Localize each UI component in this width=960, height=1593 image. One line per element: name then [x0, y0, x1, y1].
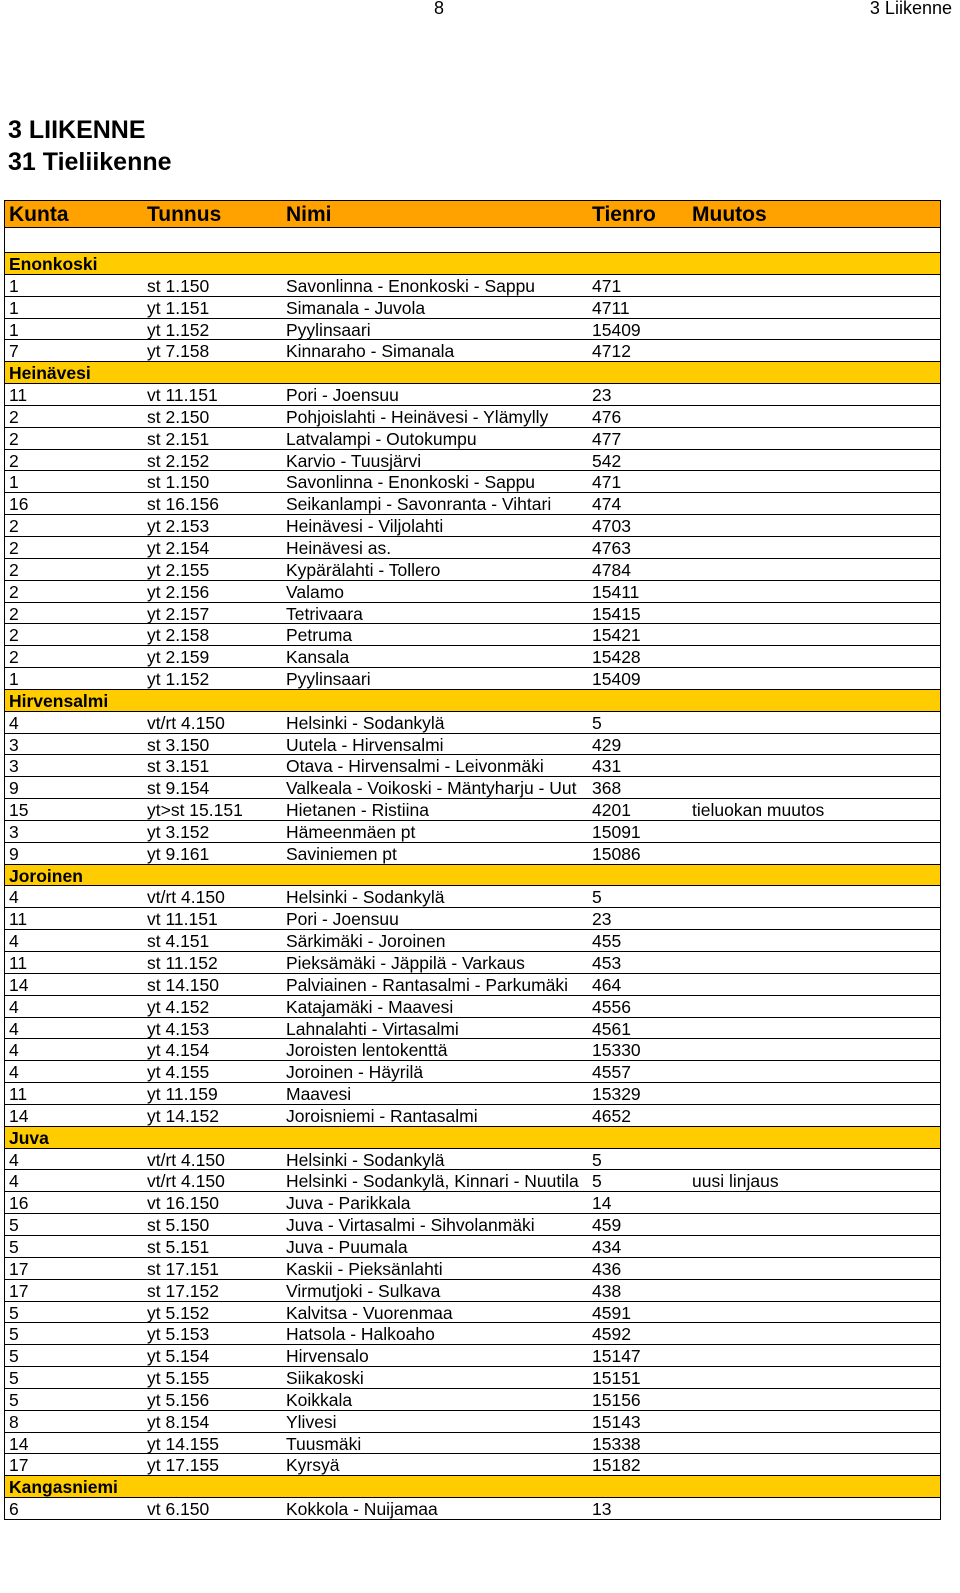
nimi-cell: Kokkola - Nuijamaa: [286, 1499, 438, 1520]
nimi-cell: Joroisten lentokenttä: [286, 1040, 448, 1061]
table-row: [5, 406, 940, 428]
tunnus-cell: yt 14.155: [147, 1433, 219, 1454]
nimi-cell: Joroisniemi - Rantasalmi: [286, 1105, 478, 1126]
table-row: [5, 712, 940, 734]
tunnus-cell: st 4.151: [147, 931, 210, 952]
municipality-name: Joroinen: [9, 865, 83, 886]
nimi-cell: Savonlinna - Enonkoski - Sappu: [286, 472, 536, 493]
kunta-cell: 5: [9, 1324, 19, 1345]
table-row: [5, 734, 940, 756]
nimi-cell: Helsinki - Sodankylä, Kinnari - Nuutila: [286, 1171, 579, 1192]
nimi-cell: Heinävesi - Viljolahti: [286, 516, 444, 537]
tienro-cell: 15182: [592, 1455, 641, 1476]
nimi-cell: Tetrivaara: [286, 603, 363, 624]
table-row: [5, 624, 940, 646]
nimi-cell: Virmutjoki - Sulkava: [286, 1280, 441, 1301]
kunta-cell: 3: [9, 821, 19, 842]
table-row: [5, 297, 940, 319]
tunnus-cell: st 5.151: [147, 1236, 210, 1257]
nimi-cell: Hietanen - Ristiina: [286, 800, 429, 821]
table-row: [5, 1105, 940, 1127]
kunta-cell: 2: [9, 625, 19, 646]
nimi-cell: Latvalampi - Outokumpu: [286, 428, 477, 449]
tienro-cell: 459: [592, 1215, 622, 1236]
column-header-muutos: Muutos: [692, 203, 767, 226]
nimi-cell: Pyylinsaari: [286, 319, 371, 340]
tunnus-cell: yt 2.154: [147, 537, 210, 558]
tienro-cell: 455: [592, 931, 622, 952]
kunta-cell: 17: [9, 1455, 29, 1476]
table-row: [5, 450, 940, 472]
tunnus-cell: st 2.152: [147, 450, 210, 471]
tienro-cell: 15411: [592, 581, 640, 602]
running-header: 3 Liikenne: [869, 0, 952, 18]
tienro-cell: 15329: [592, 1084, 641, 1105]
tunnus-cell: vt 11.151: [147, 385, 218, 406]
table-row: [5, 646, 940, 668]
kunta-cell: 1: [9, 297, 19, 318]
kunta-cell: 8: [9, 1411, 19, 1432]
kunta-cell: 2: [9, 603, 19, 624]
tienro-cell: 5: [592, 712, 602, 733]
kunta-cell: 17: [9, 1280, 29, 1301]
table-row: [5, 974, 940, 996]
kunta-cell: 9: [9, 843, 19, 864]
table-row: [5, 668, 940, 690]
kunta-cell: 7: [9, 341, 19, 362]
municipality-section-row: [5, 865, 940, 887]
tunnus-cell: st 3.150: [147, 734, 210, 755]
nimi-cell: Helsinki - Sodankylä: [286, 712, 445, 733]
tienro-cell: 23: [592, 909, 612, 930]
tienro-cell: 15421: [592, 625, 641, 646]
tienro-cell: 5: [592, 1149, 602, 1170]
tunnus-cell: yt>st 15.151: [147, 800, 243, 821]
tienro-cell: 15151: [592, 1368, 641, 1389]
tienro-cell: 13: [592, 1499, 612, 1520]
tunnus-cell: st 2.150: [147, 406, 210, 427]
tunnus-cell: yt 2.156: [147, 581, 210, 602]
road-table: [4, 200, 941, 1520]
kunta-cell: 1: [9, 319, 19, 340]
kunta-cell: 11: [9, 1084, 28, 1105]
tunnus-cell: yt 5.156: [147, 1389, 210, 1410]
table-row: [5, 1454, 940, 1476]
tienro-cell: 368: [592, 778, 622, 799]
table-row: [5, 603, 940, 625]
kunta-cell: 4: [9, 887, 19, 908]
kunta-cell: 5: [9, 1215, 19, 1236]
table-row: [5, 1018, 940, 1040]
tunnus-cell: yt 3.152: [147, 821, 210, 842]
tunnus-cell: st 11.152: [147, 953, 218, 973]
table-row: [5, 821, 940, 843]
nimi-cell: Otava - Hirvensalmi - Leivonmäki: [286, 756, 544, 777]
municipality-name: Juva: [9, 1127, 49, 1148]
tienro-cell: 4557: [592, 1062, 631, 1083]
tienro-cell: 4591: [592, 1302, 631, 1323]
tienro-cell: 474: [592, 494, 622, 515]
table-row: [5, 1280, 940, 1302]
tienro-cell: 453: [592, 953, 622, 973]
column-header-kunta: Kunta: [9, 203, 69, 226]
table-row: [5, 428, 940, 450]
kunta-cell: 2: [9, 406, 19, 427]
page-number: 8: [434, 0, 445, 18]
table-row: [5, 1258, 940, 1280]
nimi-cell: Hirvensalo: [286, 1346, 369, 1367]
nimi-cell: Koikkala: [286, 1389, 353, 1410]
kunta-cell: 2: [9, 450, 19, 471]
kunta-cell: 4: [9, 712, 19, 733]
nimi-cell: Kansala: [286, 647, 350, 668]
municipality-section-row: [5, 690, 940, 712]
tienro-cell: 15330: [592, 1040, 641, 1061]
tunnus-cell: yt 4.152: [147, 996, 210, 1017]
kunta-cell: 16: [9, 494, 29, 515]
nimi-cell: Pieksämäki - Jäppilä - Varkaus: [286, 953, 525, 973]
table-row: [5, 1411, 940, 1433]
tunnus-cell: st 16.156: [147, 494, 219, 515]
tunnus-cell: yt 5.154: [147, 1346, 210, 1367]
tunnus-cell: vt/rt 4.150: [147, 1171, 225, 1192]
tunnus-cell: yt 2.157: [147, 603, 210, 624]
tienro-cell: 436: [592, 1258, 622, 1279]
tienro-cell: 4592: [592, 1324, 631, 1345]
tienro-cell: 431: [592, 756, 622, 777]
municipality-section-row: [5, 1127, 940, 1149]
tunnus-cell: vt 11.151: [147, 909, 218, 930]
tienro-cell: 429: [592, 734, 622, 755]
kunta-cell: 1: [9, 669, 19, 690]
tienro-cell: 15409: [592, 319, 641, 340]
nimi-cell: Kyrsyä: [286, 1455, 340, 1476]
kunta-cell: 4: [9, 1062, 19, 1083]
kunta-cell: 9: [9, 778, 19, 799]
table-row: [5, 799, 940, 821]
nimi-cell: Tuusmäki: [286, 1433, 362, 1454]
kunta-cell: 2: [9, 428, 19, 449]
table-row: [5, 471, 940, 493]
tienro-cell: 15091: [592, 821, 641, 842]
table-spacer-row: [5, 228, 940, 253]
municipality-name: Enonkoski: [9, 254, 98, 274]
tienro-cell: 15338: [592, 1433, 641, 1454]
nimi-cell: Kinnaraho - Simanala: [286, 341, 455, 362]
tunnus-cell: st 17.152: [147, 1280, 219, 1301]
table-row: [5, 1170, 940, 1192]
nimi-cell: Särkimäki - Joroinen: [286, 931, 446, 952]
kunta-cell: 11: [9, 909, 28, 930]
nimi-cell: Ylivesi: [286, 1411, 337, 1432]
nimi-cell: Simanala - Juvola: [286, 297, 426, 318]
table-row: [5, 559, 940, 581]
tienro-cell: 471: [592, 472, 622, 493]
table-row: [5, 843, 940, 865]
tienro-cell: 4711: [592, 297, 630, 318]
column-header-tunnus: Tunnus: [147, 203, 222, 226]
kunta-cell: 2: [9, 516, 19, 537]
tunnus-cell: yt 7.158: [147, 341, 210, 362]
kunta-cell: 4: [9, 931, 19, 952]
tunnus-cell: vt 16.150: [147, 1193, 219, 1214]
kunta-cell: 5: [9, 1302, 19, 1323]
municipality-section-row: [5, 1476, 940, 1498]
tunnus-cell: yt 4.155: [147, 1062, 210, 1083]
municipality-name: Kangasniemi: [9, 1477, 118, 1498]
tienro-cell: 14: [592, 1193, 612, 1214]
kunta-cell: 6: [9, 1499, 19, 1520]
table-row: [5, 1192, 940, 1214]
kunta-cell: 1: [9, 275, 19, 296]
tienro-cell: 477: [592, 428, 622, 449]
table-row: [5, 319, 940, 341]
tienro-cell: 434: [592, 1236, 622, 1257]
kunta-cell: 2: [9, 537, 19, 558]
table-row: [5, 1433, 940, 1455]
tunnus-cell: vt 6.150: [147, 1499, 210, 1520]
kunta-cell: 17: [9, 1258, 29, 1279]
kunta-cell: 4: [9, 1171, 19, 1192]
tunnus-cell: yt 4.153: [147, 1018, 210, 1039]
kunta-cell: 11: [9, 385, 28, 406]
nimi-cell: Katajamäki - Maavesi: [286, 996, 454, 1017]
tunnus-cell: yt 4.154: [147, 1040, 210, 1061]
municipality-section-row: [5, 253, 940, 275]
tunnus-cell: yt 1.152: [147, 319, 210, 340]
tienro-cell: 4703: [592, 516, 631, 537]
kunta-cell: 4: [9, 996, 19, 1017]
kunta-cell: 2: [9, 581, 19, 602]
tunnus-cell: yt 5.152: [147, 1302, 210, 1323]
table-row: [5, 493, 940, 515]
tienro-cell: 4556: [592, 996, 631, 1017]
table-row: [5, 755, 940, 777]
nimi-cell: Joroinen - Häyrilä: [286, 1062, 424, 1083]
nimi-cell: Palviainen - Rantasalmi - Parkumäki: [286, 974, 569, 995]
nimi-cell: Kypärälahti - Tollero: [286, 559, 441, 580]
table-row: [5, 1083, 940, 1105]
table-row: [5, 1323, 940, 1345]
nimi-cell: Lahnalahti - Virtasalmi: [286, 1018, 459, 1039]
muutos-cell: tieluokan muutos: [692, 800, 825, 821]
tienro-cell: 4561: [592, 1018, 631, 1039]
tunnus-cell: yt 5.153: [147, 1324, 210, 1345]
kunta-cell: 14: [9, 1433, 29, 1454]
tunnus-cell: yt 1.152: [147, 669, 210, 690]
tienro-cell: 4652: [592, 1105, 631, 1126]
kunta-cell: 5: [9, 1389, 19, 1410]
tunnus-cell: yt 9.161: [147, 843, 210, 864]
table-row: [5, 340, 940, 362]
tunnus-cell: yt 11.159: [147, 1084, 218, 1105]
table-row: [5, 515, 940, 537]
nimi-cell: Savonlinna - Enonkoski - Sappu: [286, 275, 536, 296]
kunta-cell: 4: [9, 1149, 19, 1170]
chapter-heading: 3 LIIKENNE: [8, 116, 146, 144]
nimi-cell: Petruma: [286, 625, 353, 646]
kunta-cell: 15: [9, 800, 29, 821]
table-row: [5, 384, 940, 406]
nimi-cell: Uutela - Hirvensalmi: [286, 734, 444, 755]
tienro-cell: 4712: [592, 341, 631, 362]
table-row: [5, 908, 940, 930]
kunta-cell: 5: [9, 1236, 19, 1257]
tienro-cell: 476: [592, 406, 622, 427]
table-row: [5, 777, 940, 799]
tunnus-cell: st 5.150: [147, 1215, 210, 1236]
tienro-cell: 15428: [592, 647, 641, 668]
nimi-cell: Maavesi: [286, 1084, 352, 1105]
tunnus-cell: vt/rt 4.150: [147, 1149, 225, 1170]
municipality-name: Heinävesi: [9, 363, 91, 384]
tienro-cell: 4784: [592, 559, 631, 580]
tunnus-cell: yt 17.155: [147, 1455, 219, 1476]
nimi-cell: Juva - Puumala: [286, 1236, 408, 1257]
nimi-cell: Juva - Parikkala: [286, 1193, 411, 1214]
nimi-cell: Karvio - Tuusjärvi: [286, 450, 422, 471]
nimi-cell: Pori - Joensuu: [286, 385, 399, 406]
table-row: [5, 1061, 940, 1083]
kunta-cell: 3: [9, 756, 19, 777]
section-heading: 31 Tieliikenne: [8, 148, 172, 176]
nimi-cell: Hatsola - Halkoaho: [286, 1324, 435, 1345]
nimi-cell: Kaskii - Pieksänlahti: [286, 1258, 443, 1279]
kunta-cell: 2: [9, 559, 19, 580]
kunta-cell: 16: [9, 1193, 29, 1214]
tunnus-cell: yt 2.155: [147, 559, 210, 580]
kunta-cell: 14: [9, 1105, 29, 1126]
table-row: [5, 952, 940, 974]
nimi-cell: Pohjoislahti - Heinävesi - Ylämylly: [286, 406, 549, 427]
table-row: [5, 1498, 940, 1520]
tienro-cell: 4201: [592, 800, 631, 821]
kunta-cell: 5: [9, 1346, 19, 1367]
tunnus-cell: yt 2.153: [147, 516, 210, 537]
tienro-cell: 464: [592, 974, 622, 995]
tunnus-cell: yt 1.151: [147, 297, 210, 318]
table-row: [5, 1389, 940, 1411]
table-row: [5, 886, 940, 908]
tunnus-cell: yt 8.154: [147, 1411, 210, 1432]
table-row: [5, 275, 940, 297]
tienro-cell: 5: [592, 887, 602, 908]
nimi-cell: Valamo: [286, 581, 345, 602]
tienro-cell: 15143: [592, 1411, 641, 1432]
tunnus-cell: yt 5.155: [147, 1368, 210, 1389]
nimi-cell: Seikanlampi - Savonranta - Vihtari: [286, 494, 552, 515]
tienro-cell: 542: [592, 450, 622, 471]
table-row: [5, 1345, 940, 1367]
nimi-cell: Saviniemen pt: [286, 843, 397, 864]
table-row: [5, 537, 940, 559]
kunta-cell: 1: [9, 472, 19, 493]
nimi-cell: Juva - Virtasalmi - Sihvolanmäki: [286, 1215, 535, 1236]
tienro-cell: 23: [592, 385, 612, 406]
tunnus-cell: vt/rt 4.150: [147, 887, 225, 908]
tunnus-cell: st 1.150: [147, 275, 210, 296]
table-row: [5, 996, 940, 1018]
nimi-cell: Siikakoski: [286, 1368, 364, 1389]
kunta-cell: 4: [9, 1040, 19, 1061]
muutos-cell: uusi linjaus: [692, 1171, 779, 1192]
table-row: [5, 1236, 940, 1258]
tunnus-cell: yt 14.152: [147, 1105, 219, 1126]
table-header-row: [5, 201, 940, 228]
table-row: [5, 1039, 940, 1061]
tunnus-cell: st 2.151: [147, 428, 210, 449]
tienro-cell: 4763: [592, 537, 631, 558]
tienro-cell: 15086: [592, 843, 641, 864]
kunta-cell: 11: [9, 953, 28, 973]
column-header-tienro: Tienro: [592, 203, 656, 226]
tunnus-cell: st 17.151: [147, 1258, 219, 1279]
kunta-cell: 4: [9, 1018, 19, 1039]
tunnus-cell: st 9.154: [147, 778, 210, 799]
table-row: [5, 581, 940, 603]
column-header-nimi: Nimi: [286, 203, 332, 226]
nimi-cell: Valkeala - Voikoski - Mäntyharju - Uut: [286, 778, 577, 799]
municipality-section-row: [5, 362, 940, 384]
nimi-cell: Hämeenmäen pt: [286, 821, 416, 842]
municipality-name: Hirvensalmi: [9, 690, 109, 711]
tienro-cell: 5: [592, 1171, 602, 1192]
tunnus-cell: yt 2.158: [147, 625, 210, 646]
nimi-cell: Pyylinsaari: [286, 669, 371, 690]
kunta-cell: 14: [9, 974, 29, 995]
nimi-cell: Kalvitsa - Vuorenmaa: [286, 1302, 453, 1323]
tunnus-cell: st 14.150: [147, 974, 219, 995]
table-row: [5, 1302, 940, 1324]
table-row: [5, 1149, 940, 1171]
nimi-cell: Heinävesi as.: [286, 537, 392, 558]
kunta-cell: 2: [9, 647, 19, 668]
tienro-cell: 15147: [592, 1346, 641, 1367]
tienro-cell: 15156: [592, 1389, 641, 1410]
nimi-cell: Helsinki - Sodankylä: [286, 1149, 445, 1170]
tienro-cell: 471: [592, 275, 622, 296]
table-row: [5, 1214, 940, 1236]
tunnus-cell: st 1.150: [147, 472, 210, 493]
tienro-cell: 15409: [592, 669, 641, 690]
table-row: [5, 930, 940, 952]
table-row: [5, 1367, 940, 1389]
kunta-cell: 5: [9, 1368, 19, 1389]
tienro-cell: 438: [592, 1280, 622, 1301]
tunnus-cell: yt 2.159: [147, 647, 210, 668]
tienro-cell: 15415: [592, 603, 641, 624]
kunta-cell: 3: [9, 734, 19, 755]
tunnus-cell: vt/rt 4.150: [147, 712, 225, 733]
tunnus-cell: st 3.151: [147, 756, 210, 777]
nimi-cell: Helsinki - Sodankylä: [286, 887, 445, 908]
nimi-cell: Pori - Joensuu: [286, 909, 399, 930]
